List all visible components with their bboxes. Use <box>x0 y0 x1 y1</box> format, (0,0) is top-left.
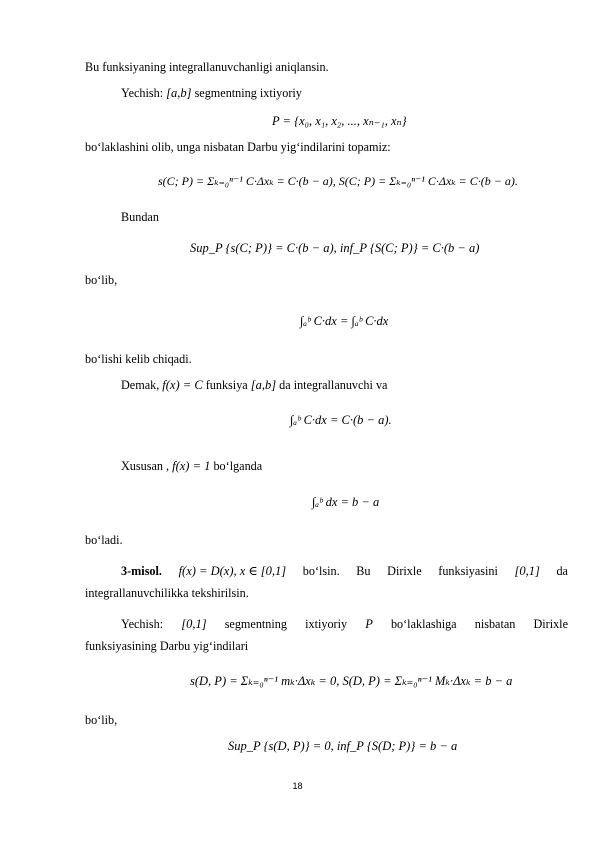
solution-2-label: Yechish: <box>121 617 164 631</box>
solution-2-word-5: Dirixle <box>533 617 568 631</box>
paragraph-example-3 <box>121 563 568 579</box>
paragraph-solution-2 <box>121 616 568 632</box>
solution-2-word-3: bo‘laklashiga <box>390 617 457 631</box>
formula-fx-equals-1: f(x) = 1 <box>172 459 211 473</box>
demak-mid: funksiya <box>205 378 248 392</box>
interval-01-2: [0,1] <box>181 617 207 631</box>
example-label: 3-misol. <box>121 564 162 578</box>
example-word-4: funksiyasini <box>438 564 498 578</box>
solution-2-word-2: ixtiyoriy <box>305 617 348 631</box>
formula-integral-equality: ∫ₐᵇ C·dx = ∫ₐᵇ C·dx <box>300 314 389 328</box>
xususan-label: Xususan , <box>121 459 170 473</box>
solution-2-word-1: segmentning <box>224 617 287 631</box>
interval-ab-2: [a,b] <box>250 378 277 392</box>
formula-integral-dx: ∫ₐᵇ dx = b − a <box>312 495 380 509</box>
paragraph-demak <box>121 377 387 393</box>
demak-label: Demak, <box>121 378 160 392</box>
paragraph-boladi: bo‘ladi. <box>85 533 123 547</box>
formula-partition: P = {x₀, x₁, x₂, ..., xₙ₋₁, xₙ} <box>272 114 407 128</box>
solution-2-word-4: nisbatan <box>474 617 516 631</box>
paragraph-integrability: integrallanuvchilikka tekshirilsin. <box>85 586 249 600</box>
example-word-1: bo‘lsin. <box>302 564 340 578</box>
paragraph-bundan: Bundan <box>121 210 159 224</box>
formula-sup-inf-d: Sup_P {s(D, P)} = 0, inf_P {S(D; P)} = b − a <box>228 739 458 753</box>
paragraph-darbu-sums: bo‘laklashini olib, unga nisbatan Darbu yig‘indilarini topamiz: <box>85 140 391 154</box>
solution-text: segmentning ixtiyoriy <box>194 86 302 100</box>
partition-p: P <box>365 617 373 631</box>
formula-dirichlet-def: f(x) = D(x), x ∈ [0,1] <box>178 564 287 578</box>
paragraph-bolib-2: bo‘lib, <box>85 713 118 727</box>
formula-sup-inf-c: Sup_P {s(C; P)} = C·(b − a), inf_P {S(C; P)} = C·(b − a) <box>190 241 480 255</box>
paragraph-conclusion: bo‘lishi kelib chiqadi. <box>85 352 192 366</box>
paragraph-darbu-dirichlet: funksiyasining Darbu yig‘indilari <box>85 639 249 653</box>
demak-post: da integrallanuvchi va <box>279 378 388 392</box>
interval-ab: [a,b] <box>166 86 192 100</box>
formula-darbu-sums-c: s(C; P) = Σₖ₌₀ⁿ⁻¹ C·Δxₖ = C·(b − a), S(C; P) = Σₖ₌₀ⁿ⁻¹ C·Δxₖ = C·(b − a). <box>158 174 518 188</box>
interval-01: [0,1] <box>514 564 540 578</box>
paragraph-intro: Bu funksiyaning integrallanuvchanligi aniqlansin. <box>85 60 329 74</box>
paragraph-xususan <box>121 458 262 474</box>
example-word-2: Bu <box>356 564 371 578</box>
paragraph-bolib-1: bo‘lib, <box>85 273 118 287</box>
solution-label: Yechish: <box>121 86 164 100</box>
formula-darbu-sums-d: s(D, P) = Σₖ₌₀ⁿ⁻¹ mₖ·Δxₖ = 0, S(D, P) = Σₖ₌₀ⁿ⁻¹ Mₖ·Δxₖ = b − a <box>190 674 513 688</box>
example-word-3: Dirixle <box>387 564 422 578</box>
paragraph-solution <box>121 85 302 101</box>
xususan-post: bo‘lganda <box>213 459 263 473</box>
page-number: 18 <box>292 781 303 791</box>
formula-fx-equals-c: f(x) = C <box>162 378 203 392</box>
example-word-5: da <box>556 564 568 578</box>
formula-integral-c: ∫ₐᵇ C·dx = C·(b − a). <box>290 413 392 427</box>
